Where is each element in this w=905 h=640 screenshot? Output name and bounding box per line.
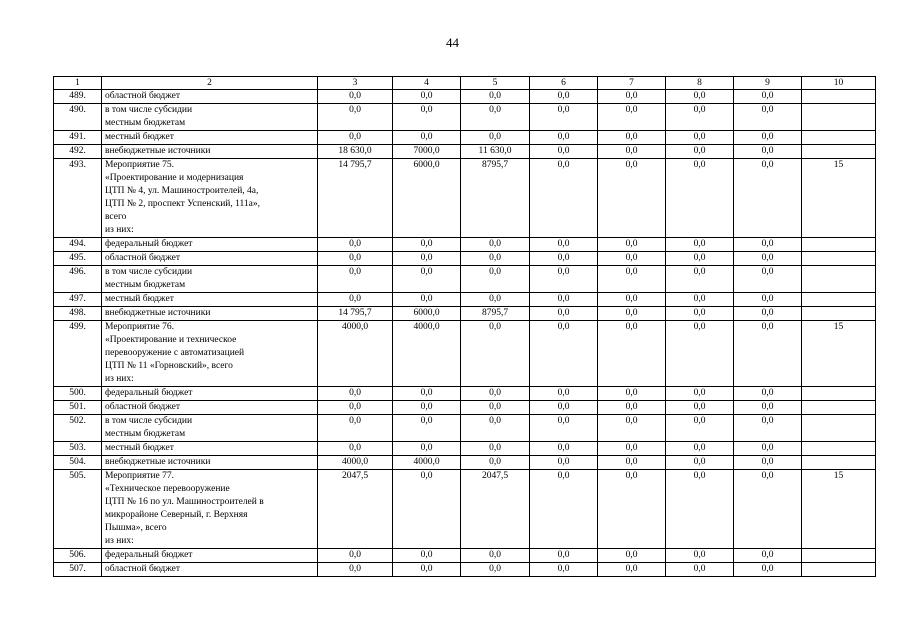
value-cell-col10 [802,293,876,307]
row-name-cell: Мероприятие 77. «Техническое перевооружение ЦТП № 16 по ул. Машиностроителей в микрорайоне Северный, г. Верхняя Пышма», всего из них: [102,470,318,549]
value-cell-col4: 4000,0 [393,321,461,387]
value-cell-col4: 0,0 [393,238,461,252]
row-number-cell: 498. [54,307,102,321]
table-header-row [54,77,876,90]
value-cell-col5: 0,0 [461,104,530,131]
value-cell-col4: 0,0 [393,442,461,456]
header-cell-3: 3 [318,77,393,90]
header-cell-10: 10 [802,77,876,90]
value-cell-col8: 0,0 [666,90,734,104]
value-cell-col5: 0,0 [461,456,530,470]
value-cell-col7: 0,0 [598,159,666,238]
table-row [54,159,876,238]
value-cell-col3: 18 630,0 [318,145,393,159]
header-cell-7: 7 [598,77,666,90]
value-cell-col6: 0,0 [530,415,598,442]
value-cell-col10 [802,90,876,104]
value-cell-col7: 0,0 [598,456,666,470]
table-row [54,307,876,321]
header-cell-9: 9 [734,77,802,90]
value-cell-col8: 0,0 [666,549,734,563]
value-cell-col4: 7000,0 [393,145,461,159]
value-cell-col10 [802,104,876,131]
value-cell-col7: 0,0 [598,252,666,266]
row-name-cell: федеральный бюджет [102,549,318,563]
value-cell-col6: 0,0 [530,252,598,266]
row-name-cell: в том числе субсидии местным бюджетам [102,104,318,131]
value-cell-col6: 0,0 [530,549,598,563]
value-cell-col6: 0,0 [530,104,598,131]
value-cell-col3: 14 795,7 [318,159,393,238]
value-cell-col7: 0,0 [598,321,666,387]
value-cell-col5: 0,0 [461,131,530,145]
value-cell-col4: 0,0 [393,549,461,563]
value-cell-col5: 8795,7 [461,307,530,321]
value-cell-col10 [802,252,876,266]
value-cell-col3: 4000,0 [318,321,393,387]
value-cell-col4: 0,0 [393,104,461,131]
table-body [54,77,876,577]
value-cell-col5: 0,0 [461,387,530,401]
value-cell-col7: 0,0 [598,131,666,145]
value-cell-col9: 0,0 [734,293,802,307]
value-cell-col9: 0,0 [734,470,802,549]
row-number-cell: 501. [54,401,102,415]
table-row [54,321,876,387]
table-row [54,252,876,266]
header-cell-6: 6 [530,77,598,90]
row-name-cell: федеральный бюджет [102,387,318,401]
row-name-cell: внебюджетные источники [102,145,318,159]
value-cell-col6: 0,0 [530,387,598,401]
row-name-cell: областной бюджет [102,252,318,266]
value-cell-col6: 0,0 [530,159,598,238]
table-row [54,549,876,563]
page-number: 44 [446,35,459,50]
value-cell-col5: 8795,7 [461,159,530,238]
value-cell-col10 [802,549,876,563]
row-number-cell: 490. [54,104,102,131]
header-cell-8: 8 [666,77,734,90]
header-cell-5: 5 [461,77,530,90]
value-cell-col7: 0,0 [598,563,666,577]
row-name-cell: внебюджетные источники [102,307,318,321]
value-cell-col9: 0,0 [734,90,802,104]
value-cell-col4: 0,0 [393,266,461,293]
table-row [54,456,876,470]
value-cell-col9: 0,0 [734,415,802,442]
value-cell-col9: 0,0 [734,442,802,456]
row-number-cell: 500. [54,387,102,401]
value-cell-col3: 0,0 [318,90,393,104]
value-cell-col5: 11 630,0 [461,145,530,159]
value-cell-col8: 0,0 [666,442,734,456]
value-cell-col8: 0,0 [666,456,734,470]
row-number-cell: 496. [54,266,102,293]
value-cell-col8: 0,0 [666,415,734,442]
value-cell-col3: 0,0 [318,401,393,415]
row-name-cell: областной бюджет [102,401,318,415]
value-cell-col5: 0,0 [461,415,530,442]
value-cell-col9: 0,0 [734,307,802,321]
value-cell-col5: 0,0 [461,238,530,252]
value-cell-col5: 2047,5 [461,470,530,549]
value-cell-col4: 0,0 [393,563,461,577]
table-row [54,470,876,549]
value-cell-col3: 0,0 [318,549,393,563]
value-cell-col7: 0,0 [598,442,666,456]
value-cell-col6: 0,0 [530,401,598,415]
row-number-cell: 502. [54,415,102,442]
value-cell-col8: 0,0 [666,387,734,401]
header-cell-2: 2 [102,77,318,90]
value-cell-col4: 0,0 [393,131,461,145]
value-cell-col6: 0,0 [530,307,598,321]
row-number-cell: 507. [54,563,102,577]
table-row [54,442,876,456]
value-cell-col10 [802,442,876,456]
value-cell-col6: 0,0 [530,238,598,252]
row-name-cell: в том числе субсидии местным бюджетам [102,266,318,293]
value-cell-col3: 0,0 [318,387,393,401]
value-cell-col7: 0,0 [598,104,666,131]
value-cell-col8: 0,0 [666,401,734,415]
row-number-cell: 492. [54,145,102,159]
value-cell-col10 [802,456,876,470]
value-cell-col7: 0,0 [598,293,666,307]
value-cell-col8: 0,0 [666,293,734,307]
table-row [54,563,876,577]
value-cell-col3: 0,0 [318,293,393,307]
value-cell-col9: 0,0 [734,104,802,131]
value-cell-col9: 0,0 [734,321,802,387]
table-row [54,90,876,104]
value-cell-col3: 0,0 [318,563,393,577]
table-row [54,415,876,442]
value-cell-col7: 0,0 [598,415,666,442]
value-cell-col9: 0,0 [734,549,802,563]
value-cell-col8: 0,0 [666,252,734,266]
value-cell-col9: 0,0 [734,131,802,145]
value-cell-col5: 0,0 [461,90,530,104]
value-cell-col5: 0,0 [461,266,530,293]
row-number-cell: 491. [54,131,102,145]
row-number-cell: 505. [54,470,102,549]
value-cell-col5: 0,0 [461,549,530,563]
value-cell-col8: 0,0 [666,131,734,145]
value-cell-col10: 15 [802,321,876,387]
value-cell-col4: 0,0 [393,415,461,442]
value-cell-col4: 4000,0 [393,456,461,470]
header-cell-4: 4 [393,77,461,90]
value-cell-col9: 0,0 [734,387,802,401]
row-name-cell: в том числе субсидии местным бюджетам [102,415,318,442]
row-number-cell: 499. [54,321,102,387]
value-cell-col3: 0,0 [318,252,393,266]
row-number-cell: 506. [54,549,102,563]
value-cell-col9: 0,0 [734,238,802,252]
value-cell-col7: 0,0 [598,470,666,549]
value-cell-col5: 0,0 [461,401,530,415]
value-cell-col9: 0,0 [734,456,802,470]
row-number-cell: 489. [54,90,102,104]
value-cell-col5: 0,0 [461,252,530,266]
value-cell-col5: 0,0 [461,442,530,456]
value-cell-col7: 0,0 [598,387,666,401]
value-cell-col10: 15 [802,159,876,238]
value-cell-col6: 0,0 [530,145,598,159]
table-row [54,401,876,415]
value-cell-col6: 0,0 [530,266,598,293]
row-number-cell: 495. [54,252,102,266]
value-cell-col10 [802,238,876,252]
value-cell-col4: 0,0 [393,387,461,401]
value-cell-col3: 0,0 [318,266,393,293]
value-cell-col3: 14 795,7 [318,307,393,321]
row-name-cell: местный бюджет [102,442,318,456]
row-name-cell: местный бюджет [102,293,318,307]
value-cell-col4: 0,0 [393,252,461,266]
value-cell-col10 [802,266,876,293]
value-cell-col7: 0,0 [598,90,666,104]
value-cell-col10 [802,387,876,401]
table-row [54,145,876,159]
value-cell-col3: 4000,0 [318,456,393,470]
value-cell-col9: 0,0 [734,145,802,159]
value-cell-col10 [802,563,876,577]
value-cell-col3: 2047,5 [318,470,393,549]
value-cell-col6: 0,0 [530,321,598,387]
row-number-cell: 493. [54,159,102,238]
value-cell-col6: 0,0 [530,131,598,145]
row-name-cell: Мероприятие 76. «Проектирование и техническое перевооружение с автоматизацией ЦТП № 11 «Горновский», всего из них: [102,321,318,387]
value-cell-col9: 0,0 [734,266,802,293]
value-cell-col4: 6000,0 [393,159,461,238]
value-cell-col6: 0,0 [530,456,598,470]
value-cell-col7: 0,0 [598,307,666,321]
value-cell-col9: 0,0 [734,159,802,238]
row-number-cell: 504. [54,456,102,470]
row-name-cell: федеральный бюджет [102,238,318,252]
value-cell-col8: 0,0 [666,563,734,577]
value-cell-col8: 0,0 [666,307,734,321]
value-cell-col8: 0,0 [666,238,734,252]
value-cell-col3: 0,0 [318,238,393,252]
value-cell-col9: 0,0 [734,563,802,577]
value-cell-col5: 0,0 [461,321,530,387]
row-name-cell: Мероприятие 75. «Проектирование и модернизация ЦТП № 4, ул. Машиностроителей, 4а, ЦТП № 2, проспект Успенский, 111а», всего из них: [102,159,318,238]
value-cell-col3: 0,0 [318,442,393,456]
value-cell-col8: 0,0 [666,159,734,238]
row-number-cell: 494. [54,238,102,252]
value-cell-col7: 0,0 [598,401,666,415]
value-cell-col8: 0,0 [666,145,734,159]
value-cell-col7: 0,0 [598,266,666,293]
value-cell-col10 [802,401,876,415]
value-cell-col6: 0,0 [530,470,598,549]
value-cell-col4: 6000,0 [393,307,461,321]
value-cell-col9: 0,0 [734,252,802,266]
row-name-cell: областной бюджет [102,90,318,104]
value-cell-col5: 0,0 [461,563,530,577]
value-cell-col6: 0,0 [530,563,598,577]
value-cell-col3: 0,0 [318,415,393,442]
value-cell-col10 [802,415,876,442]
value-cell-col8: 0,0 [666,104,734,131]
value-cell-col9: 0,0 [734,401,802,415]
value-cell-col10 [802,131,876,145]
value-cell-col4: 0,0 [393,293,461,307]
value-cell-col3: 0,0 [318,104,393,131]
table-row [54,293,876,307]
value-cell-col8: 0,0 [666,470,734,549]
budget-table [53,76,876,577]
value-cell-col8: 0,0 [666,321,734,387]
row-name-cell: местный бюджет [102,131,318,145]
value-cell-col10 [802,145,876,159]
value-cell-col7: 0,0 [598,238,666,252]
row-name-cell: внебюджетные источники [102,456,318,470]
row-number-cell: 503. [54,442,102,456]
header-cell-1: 1 [54,77,102,90]
value-cell-col4: 0,0 [393,90,461,104]
value-cell-col10 [802,307,876,321]
row-name-cell: областной бюджет [102,563,318,577]
value-cell-col4: 0,0 [393,470,461,549]
table-row [54,266,876,293]
value-cell-col6: 0,0 [530,90,598,104]
table-row [54,104,876,131]
row-number-cell: 497. [54,293,102,307]
value-cell-col5: 0,0 [461,293,530,307]
value-cell-col4: 0,0 [393,401,461,415]
value-cell-col7: 0,0 [598,145,666,159]
table-row [54,131,876,145]
table-row [54,387,876,401]
value-cell-col3: 0,0 [318,131,393,145]
value-cell-col6: 0,0 [530,442,598,456]
table-row [54,238,876,252]
value-cell-col10: 15 [802,470,876,549]
value-cell-col7: 0,0 [598,549,666,563]
value-cell-col6: 0,0 [530,293,598,307]
value-cell-col8: 0,0 [666,266,734,293]
